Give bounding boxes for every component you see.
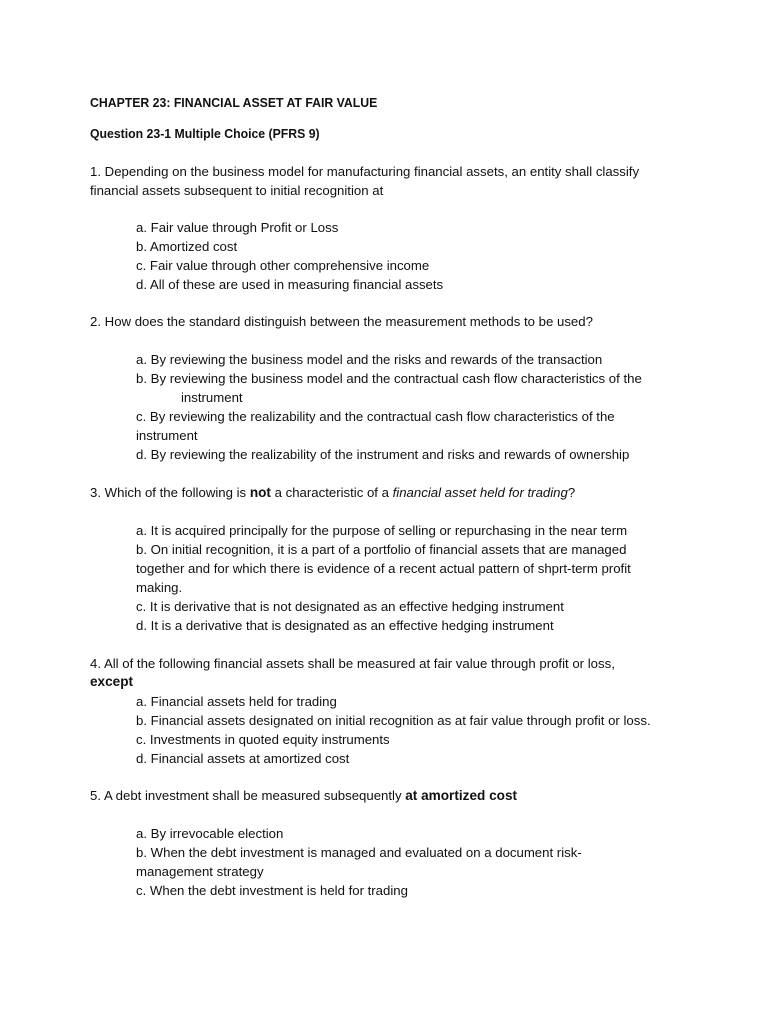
question-1-option-d: d. All of these are used in measuring financial assets	[136, 277, 444, 292]
section-title: Question 23-1 Multiple Choice (PFRS 9)	[90, 126, 320, 141]
question-3-stem-italic: financial asset held for trading	[392, 485, 568, 500]
chapter-title: CHAPTER 23: FINANCIAL ASSET AT FAIR VALUE	[90, 95, 378, 110]
question-1-option-c: c. Fair value through other comprehensive income	[136, 258, 430, 273]
question-2-option-a: a. By reviewing the business model and the risks and rewards of the transaction	[136, 352, 603, 367]
question-1-stem-line-1	[90, 162, 639, 181]
question-4-option-c: c. Investments in quoted equity instruments	[136, 732, 390, 747]
question-3-number: 3.	[90, 485, 101, 500]
question-3-stem-mid: a characteristic of a	[270, 485, 393, 500]
question-3-stem-post: ?	[567, 485, 576, 500]
question-2-stem	[90, 312, 593, 331]
question-3-option-b-continuation-1: together and for which there is evidence of a recent actual pattern of shprt-term profit	[136, 561, 631, 576]
question-2-option-d: d. By reviewing the realizability of the instrument and risks and rewards of ownership	[136, 447, 630, 462]
question-3-stem-emphasis: not	[249, 485, 271, 500]
question-1-stem-text: Depending on the business model for manufacturing financial assets, an entity shall classify	[104, 164, 640, 179]
question-1-number: 1.	[90, 164, 101, 179]
question-5-option-b: b. When the debt investment is managed and evaluated on a document risk-	[136, 845, 582, 860]
question-3-stem	[90, 483, 575, 502]
question-3-option-d: d. It is a derivative that is designated as an effective hedging instrument	[136, 618, 554, 633]
question-5-stem	[90, 786, 517, 805]
question-2-option-b-continuation: instrument	[181, 390, 243, 405]
question-2-number: 2.	[90, 314, 101, 329]
question-4-option-b: b. Financial assets designated on initial recognition as at fair value through profit or loss.	[136, 713, 651, 728]
question-4-stem-line-1	[90, 654, 615, 673]
question-5-option-a: a. By irrevocable election	[136, 826, 284, 841]
question-3-option-c: c. It is derivative that is not designated as an effective hedging instrument	[136, 599, 564, 614]
question-2-option-c: c. By reviewing the realizability and the contractual cash flow characteristics of the	[136, 409, 615, 424]
question-3-option-a: a. It is acquired principally for the purpose of selling or repurchasing in the near term	[136, 523, 628, 538]
question-2-stem-text: How does the standard distinguish between the measurement methods to be used?	[104, 314, 593, 329]
question-4-stem-text: All of the following financial assets shall be measured at fair value through profit or loss,	[103, 656, 615, 671]
question-3-stem-pre: Which of the following is	[104, 485, 250, 500]
question-4-option-d: d. Financial assets at amortized cost	[136, 751, 350, 766]
question-4-stem-emphasis: except	[90, 674, 134, 689]
question-1-option-a: a. Fair value through Profit or Loss	[136, 220, 339, 235]
question-5-stem-emphasis: at amortized cost	[405, 788, 518, 803]
question-2-option-c-continuation: instrument	[136, 428, 198, 443]
question-5-stem-pre: A debt investment shall be measured subsequently	[103, 788, 406, 803]
question-1-option-b: b. Amortized cost	[136, 239, 238, 254]
question-3-option-b-continuation-2: making.	[136, 580, 183, 595]
question-4-option-a: a. Financial assets held for trading	[136, 694, 337, 709]
question-5-option-b-continuation: management strategy	[136, 864, 264, 879]
question-5-option-c: c. When the debt investment is held for trading	[136, 883, 408, 898]
question-5-number: 5.	[90, 788, 101, 803]
question-4-number: 4.	[90, 656, 101, 671]
question-2-option-b: b. By reviewing the business model and the contractual cash flow characteristics of the	[136, 371, 642, 386]
question-3-option-b: b. On initial recognition, it is a part of a portfolio of financial assets that are managed	[136, 542, 627, 557]
question-1-stem-line-2: financial assets subsequent to initial recognition at	[90, 183, 384, 198]
